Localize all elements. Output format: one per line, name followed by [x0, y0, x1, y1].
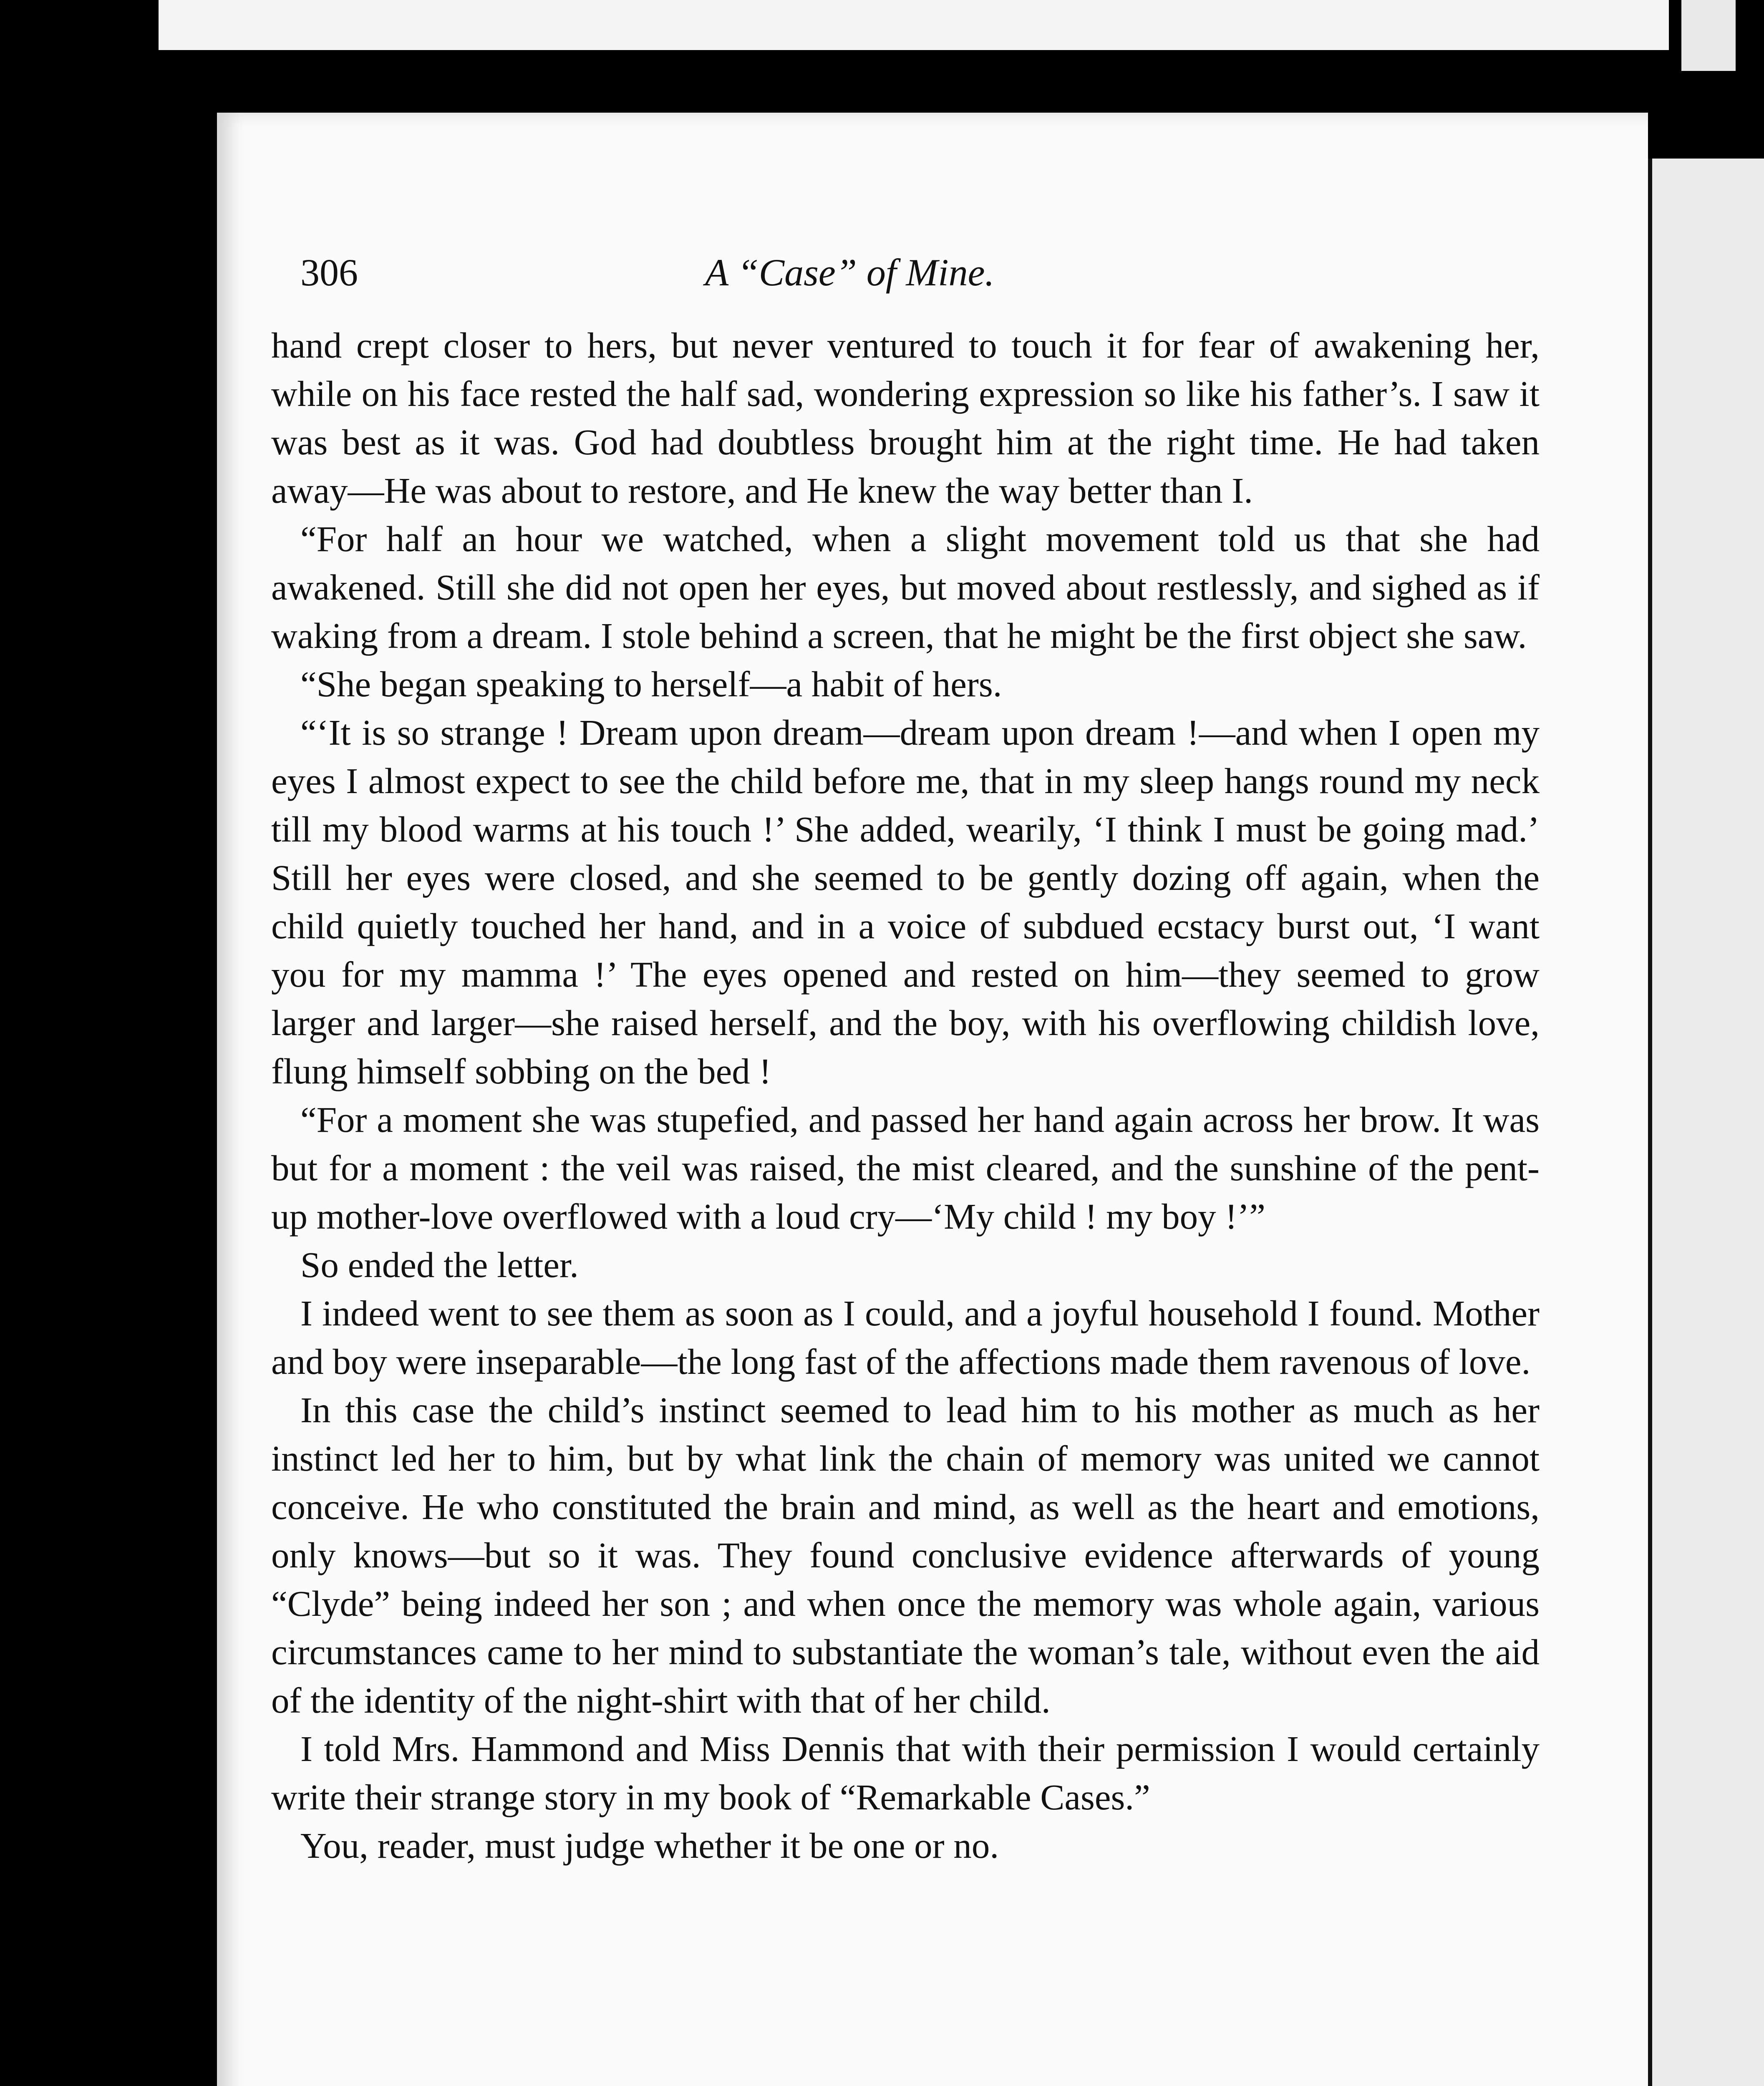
paragraph: In this case the child’s instinct seemed to lead him to his mother as much as her instinct led her to him, but by what link the chain of memory was united we cannot conceive. He who constituted the brain and mind, as well as the heart and emotions, only knows—but so it was. They found conclusive evidence afterwards of young “Clyde” being indeed her son ; and when once the memory was whole again, various circumstances came to her mind to substantiate the woman’s tale, without even the aid of the identity of the night-shirt with that of her child.: [271, 1390, 1540, 1721]
paragraph: I indeed went to see them as soon as I could, and a joyful household I found. Mother and boy were inseparable—the long fast of the affections made them ravenous of love.: [271, 1293, 1540, 1382]
book-page: [217, 113, 1648, 2086]
paragraph: I told Mrs. Hammond and Miss Dennis that with their permission I would certainly write their strange story in my book of “Remarkable Cases.”: [271, 1728, 1540, 1817]
paragraph: “For a moment she was stupefied, and passed her hand again across her brow. It was but for a moment : the veil was raised, the mist cleared, and the sunshine of the pent-up mother-love overflowed with a loud cry—‘My child ! my boy !’”: [271, 1099, 1540, 1237]
paragraph: “‘It is so strange ! Dream upon dream—dream upon dream !—and when I open my eyes I almost expect to see the child before me, that in my sleep hangs round my neck till my blood warms at his touch !’ She added, wearily, ‘I think I must be going mad.’ Still her eyes were closed, and she seemed to be gently dozing off again, when the child quietly touched her hand, and in a voice of subdued ecstacy burst out, ‘I want you for my mamma !’ The eyes opened and rested on him—they seemed to grow larger and larger—she raised herself, and the boy, with his overflowing childish love, flung himself sobbing on the bed !: [271, 712, 1540, 1091]
paragraph: “For half an hour we watched, when a slight movement told us that she had awakened. Still she did not open her eyes, but moved about restlessly, and sighed as if waking from a dream. I stole behind a screen, that he might be the first object she saw.: [271, 519, 1540, 656]
previous-page-corner: [1681, 0, 1736, 71]
running-head: [271, 250, 1540, 317]
paragraph: hand crept closer to hers, but never ventured to touch it for fear of awakening her, while on his face rested the half sad, wondering expression so like his father’s. I saw it was best as it was. God had doubtless brought him at the right time. He had taken away—He was about to restore, and He knew the way better than I.: [271, 325, 1540, 511]
paragraph: You, reader, must judge whether it be one or no.: [300, 1825, 999, 1866]
previous-page-edge: [159, 0, 1669, 50]
running-title: A “Case” of Mine.: [705, 251, 995, 294]
page-number: 306: [300, 251, 358, 294]
page-content: [271, 250, 1540, 1870]
body-text: [271, 321, 1540, 1870]
paragraph: “She began speaking to herself—a habit of hers.: [300, 664, 1002, 704]
facing-page-edge: [1652, 159, 1764, 2086]
paragraph: So ended the letter.: [300, 1245, 579, 1285]
